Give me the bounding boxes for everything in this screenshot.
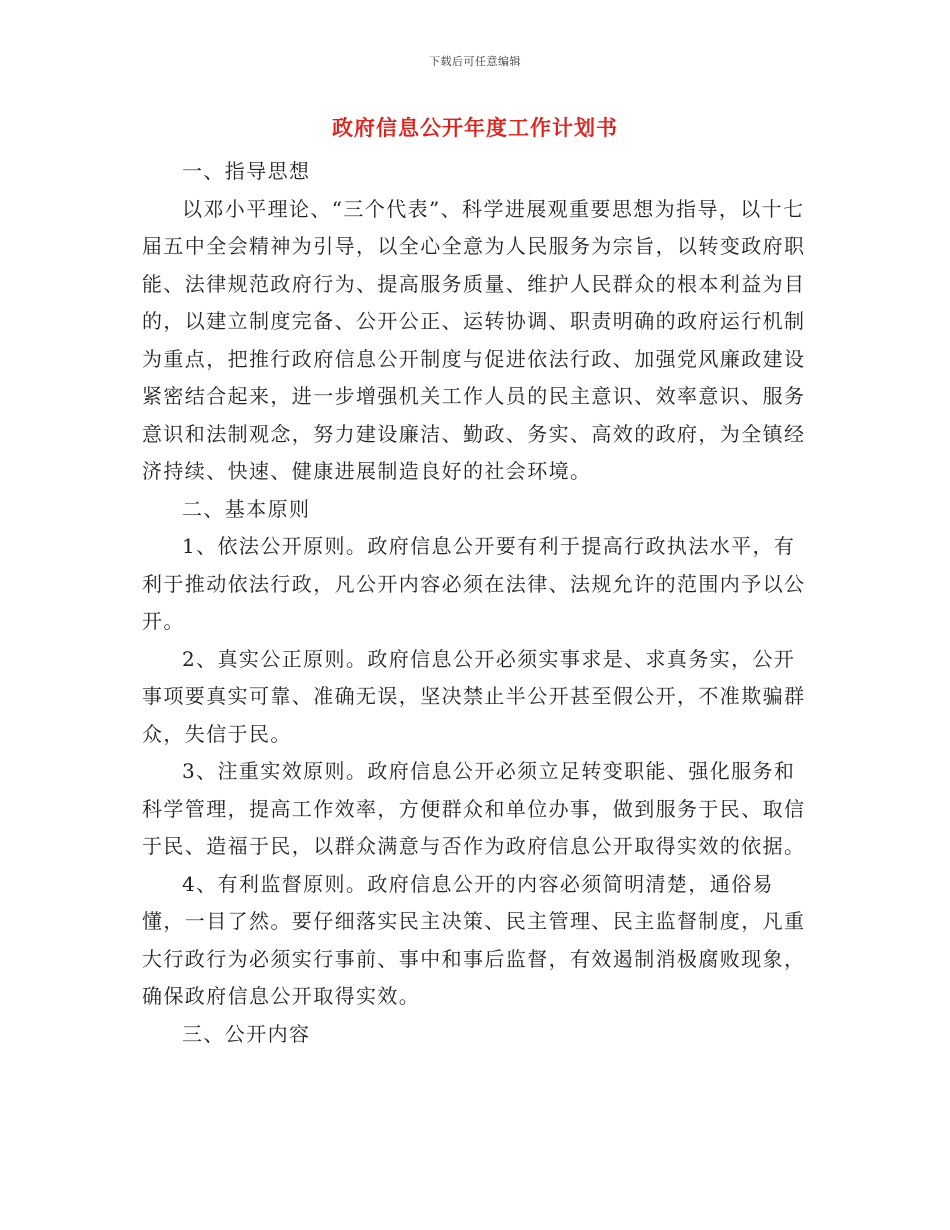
section-heading-guiding-ideology: 一、指导思想 <box>182 159 311 183</box>
section-heading-basic-principles: 二、基本原则 <box>182 496 311 521</box>
paragraph-principle-1: 1、依法公开原则。政府信息公开要有利于提高行政执法水平，有利于推动依法行政，凡公开内容必须在法律、法规允许的范围内予以公开。 <box>142 534 806 633</box>
paragraph-principle-4: 4、有利监督原则。政府信息公开的内容必须简明清楚，通俗易懂，一目了然。要仔细落实民主决策、民主管理、民主监督制度，凡重大行政行为必须实行事前、事中和事后监督，有效遏制消极腐败现象，确保政府信息公开取得实效。 <box>142 871 806 1008</box>
document-body <box>142 153 808 1053</box>
paragraph-guiding-ideology: 以邓小平理论、“三个代表”、科学进展观重要思想为指导，以十七届五中全会精神为引导，以全心全意为人民服务为宗旨，以转变政府职能、法律规范政府行为、提高服务质量、维护人民群众的根本利益为目的，以建立制度完备、公开公正、运转协调、职责明确的政府运行机制为重点，把推行政府信息公开制度与促进依法行政、加强党风廉政建设紧密结合起来，进一步增强机关工作人员的民主意识、效率意识、服务意识和法制观念，努力建设廉洁、勤政、务实、高效的政府，为全镇经济持续、快速、健康进展制造良好的社会环境。 <box>142 196 806 483</box>
document-title: 政府信息公开年度工作计划书 <box>332 116 618 140</box>
page-header-note: 下载后可任意编辑 <box>429 55 521 68</box>
section-heading-disclosure-content: 三、公开内容 <box>182 1021 311 1046</box>
paragraph-principle-3: 3、注重实效原则。政府信息公开必须立足转变职能、强化服务和科学管理，提高工作效率，方便群众和单位办事，做到服务于民、取信于民、造福于民，以群众满意与否作为政府信息公开取得实效的依据。 <box>142 759 806 858</box>
paragraph-principle-2: 2、真实公正原则。政府信息公开必须实事求是、求真务实，公开事项要真实可靠、准确无误，坚决禁止半公开甚至假公开，不准欺骗群众，失信于民。 <box>142 646 806 746</box>
